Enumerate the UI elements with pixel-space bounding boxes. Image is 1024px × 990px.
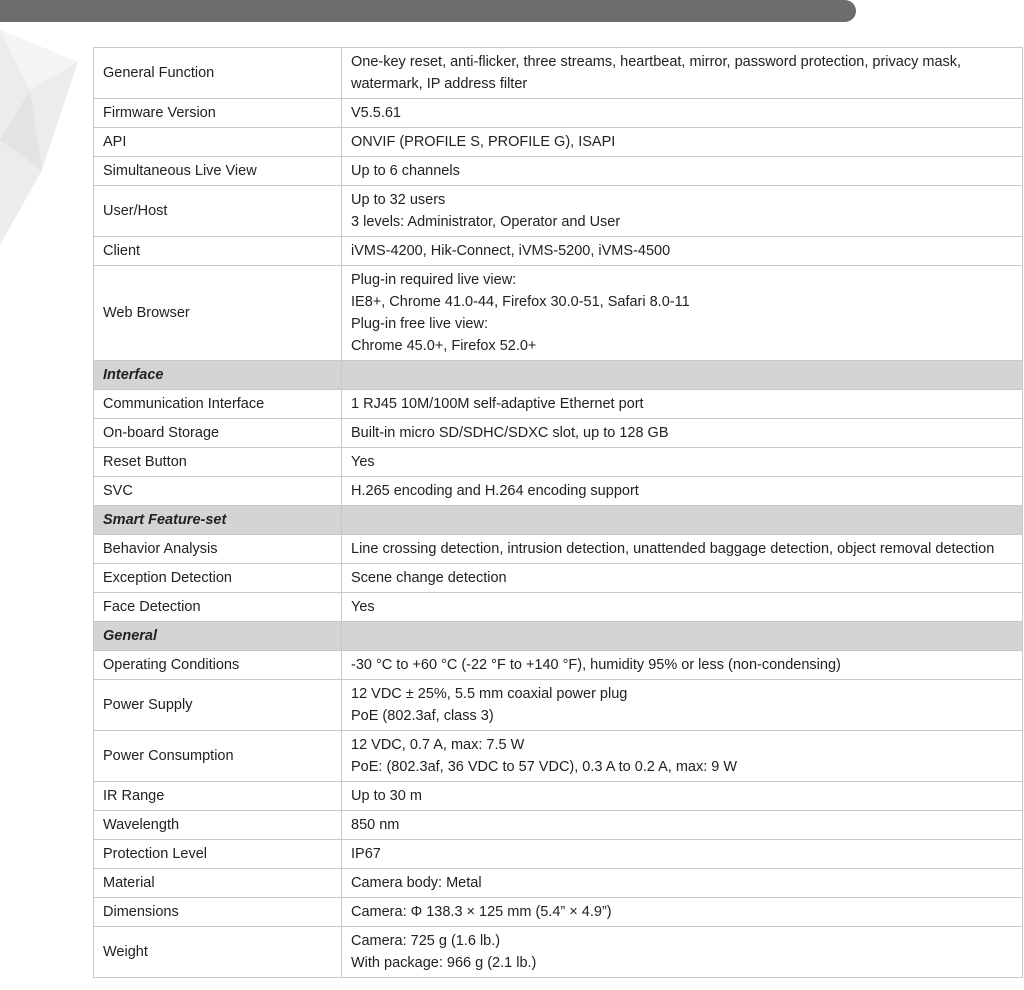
spec-label: Behavior Analysis: [94, 535, 342, 564]
spec-value-line: Built-in micro SD/SDHC/SDXC slot, up to 128 GB: [351, 425, 669, 441]
spec-label: Operating Conditions: [94, 651, 342, 680]
spec-label: Reset Button: [94, 448, 342, 477]
spec-label: Web Browser: [94, 266, 342, 361]
spec-row: [94, 390, 1023, 419]
spec-value: [342, 157, 1023, 186]
spec-value: [342, 782, 1023, 811]
spec-value: [342, 186, 1023, 237]
spec-value-line: One-key reset, anti-flicker, three streams, heartbeat, mirror, password protection, privacy mask, watermark, IP address filter: [351, 54, 962, 92]
spec-label: Dimensions: [94, 898, 342, 927]
spec-row: [94, 680, 1023, 731]
spec-value-line: H.265 encoding and H.264 encoding support: [351, 483, 639, 499]
spec-row: [94, 593, 1023, 622]
spec-value-line: ONVIF (PROFILE S, PROFILE G), ISAPI: [351, 134, 616, 150]
spec-row: [94, 419, 1023, 448]
section-blank-cell: [342, 506, 1023, 535]
spec-row: [94, 898, 1023, 927]
spec-value: [342, 99, 1023, 128]
spec-row: [94, 927, 1023, 978]
spec-value: [342, 927, 1023, 978]
spec-value-line: IE8+, Chrome 41.0-44, Firefox 30.0-51, Safari 8.0-11: [351, 294, 690, 310]
spec-value: [342, 477, 1023, 506]
spec-label: Communication Interface: [94, 390, 342, 419]
spec-row: [94, 535, 1023, 564]
spec-label: SVC: [94, 477, 342, 506]
spec-value: [342, 48, 1023, 99]
spec-value: [342, 237, 1023, 266]
spec-value-line: Up to 32 users: [351, 192, 446, 208]
spec-value: [342, 680, 1023, 731]
spec-value-line: 12 VDC ± 25%, 5.5 mm coaxial power plug: [351, 686, 628, 702]
spec-table: [93, 47, 1023, 978]
spec-row: [94, 731, 1023, 782]
spec-label: IR Range: [94, 782, 342, 811]
spec-row: [94, 651, 1023, 680]
spec-row: [94, 564, 1023, 593]
spec-label: General Function: [94, 48, 342, 99]
spec-value-line: Up to 6 channels: [351, 163, 460, 179]
spec-row: [94, 157, 1023, 186]
spec-label: API: [94, 128, 342, 157]
spec-row: [94, 811, 1023, 840]
section-title: Smart Feature-set: [94, 506, 342, 535]
spec-value-line: Chrome 45.0+, Firefox 52.0+: [351, 338, 537, 354]
spec-label: Material: [94, 869, 342, 898]
spec-row: [94, 128, 1023, 157]
spec-value-line: Plug-in free live view:: [351, 316, 488, 332]
spec-row: [94, 477, 1023, 506]
spec-value: [342, 390, 1023, 419]
section-header-row: [94, 622, 1023, 651]
spec-value-line: Line crossing detection, intrusion detection, unattended baggage detection, object removal detection: [351, 541, 995, 557]
spec-value: [342, 419, 1023, 448]
spec-label: Simultaneous Live View: [94, 157, 342, 186]
decorative-shape: [0, 20, 90, 250]
spec-value-line: 3 levels: Administrator, Operator and User: [351, 214, 621, 230]
spec-label: On-board Storage: [94, 419, 342, 448]
spec-value: [342, 898, 1023, 927]
spec-value-line: With package: 966 g (2.1 lb.): [351, 955, 537, 971]
spec-value: [342, 535, 1023, 564]
spec-value-line: Plug-in required live view:: [351, 272, 517, 288]
spec-label: Power Consumption: [94, 731, 342, 782]
spec-value-line: 1 RJ45 10M/100M self-adaptive Ethernet port: [351, 396, 644, 412]
spec-row: [94, 840, 1023, 869]
spec-value-line: iVMS-4200, Hik-Connect, iVMS-5200, iVMS-4500: [351, 243, 671, 259]
spec-value-line: PoE (802.3af, class 3): [351, 708, 494, 724]
spec-value: [342, 128, 1023, 157]
spec-value: [342, 593, 1023, 622]
spec-value-line: PoE: (802.3af, 36 VDC to 57 VDC), 0.3 A to 0.2 A, max: 9 W: [351, 759, 738, 775]
section-title: General: [94, 622, 342, 651]
spec-label: User/Host: [94, 186, 342, 237]
spec-row: [94, 99, 1023, 128]
spec-row: [94, 48, 1023, 99]
spec-row: [94, 266, 1023, 361]
section-header-row: [94, 361, 1023, 390]
section-header-row: [94, 506, 1023, 535]
spec-value-line: V5.5.61: [351, 105, 401, 121]
spec-value-line: Camera body: Metal: [351, 875, 482, 891]
spec-row: [94, 448, 1023, 477]
section-blank-cell: [342, 622, 1023, 651]
spec-value: [342, 811, 1023, 840]
spec-value: [342, 564, 1023, 593]
spec-value: [342, 651, 1023, 680]
spec-row: [94, 237, 1023, 266]
spec-label: Weight: [94, 927, 342, 978]
spec-label: Firmware Version: [94, 99, 342, 128]
spec-value-line: Camera: 725 g (1.6 lb.): [351, 933, 501, 949]
spec-row: [94, 186, 1023, 237]
spec-value-line: Camera: Φ 138.3 × 125 mm (5.4” × 4.9”): [351, 904, 612, 920]
spec-value: [342, 840, 1023, 869]
spec-label: Power Supply: [94, 680, 342, 731]
spec-value-line: -30 °C to +60 °C (-22 °F to +140 °F), humidity 95% or less (non-condensing): [351, 657, 841, 673]
spec-value-line: 850 nm: [351, 817, 400, 833]
spec-value-line: Up to 30 m: [351, 788, 422, 804]
spec-label: Protection Level: [94, 840, 342, 869]
spec-value: [342, 869, 1023, 898]
spec-row: [94, 782, 1023, 811]
spec-label: Wavelength: [94, 811, 342, 840]
spec-value: [342, 448, 1023, 477]
spec-label: Client: [94, 237, 342, 266]
spec-value: [342, 731, 1023, 782]
spec-value-line: 12 VDC, 0.7 A, max: 7.5 W: [351, 737, 525, 753]
spec-value: [342, 266, 1023, 361]
spec-value-line: IP67: [351, 846, 381, 862]
spec-value-line: Yes: [351, 454, 375, 470]
spec-label: Exception Detection: [94, 564, 342, 593]
section-title: Interface: [94, 361, 342, 390]
spec-label: Face Detection: [94, 593, 342, 622]
spec-value-line: Scene change detection: [351, 570, 507, 586]
spec-row: [94, 869, 1023, 898]
section-blank-cell: [342, 361, 1023, 390]
header-bar: [0, 0, 856, 22]
spec-value-line: Yes: [351, 599, 375, 615]
